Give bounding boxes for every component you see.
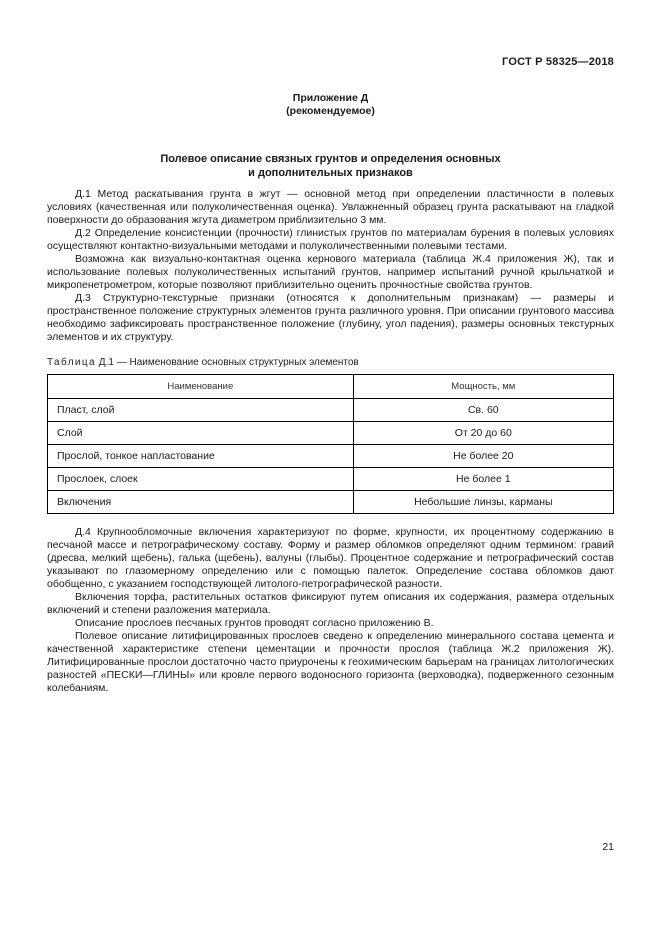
section-title [47, 152, 614, 180]
section-title-line-2: и дополнительных признаков [248, 167, 413, 179]
doc-code: ГОСТ Р 58325—2018 [502, 56, 614, 68]
paragraph-d2: Д.2 Определение консистенции (прочности) глинистых грунтов по материалам бурения в полевых условиях осуществляют контактно-визуальными методами и полуколичественными полевыми тестами. [47, 227, 614, 252]
paragraph-d2-continued: Возможна как визуально-контактная оценка кернового материала (таблица Ж.4 приложения Ж), так и использование полевых полуколичественных испытаний грунтов, например испытаний ручной крыльчаткой и микропенетрометром, которые позволяют приблизительно оценить прочностные свойства грунтов. [47, 253, 614, 291]
structural-elements-table [47, 374, 614, 514]
table-row [48, 399, 614, 422]
table-row [48, 445, 614, 468]
cell-name: Прослоек, слоек [48, 468, 354, 491]
cell-thickness: От 20 до 60 [353, 422, 613, 445]
column-header-thickness: Мощность, мм [353, 375, 613, 399]
table-header-row [48, 375, 614, 399]
cell-thickness: Не более 20 [353, 445, 613, 468]
cell-name: Пласт, слой [48, 399, 354, 422]
page-number: 21 [602, 841, 614, 853]
cell-thickness: Св. 60 [353, 399, 613, 422]
table-caption-text: Д.1 — Наименование основных структурных элементов [98, 357, 359, 368]
appendix-label: Приложение Д [292, 92, 369, 104]
table-row [48, 468, 614, 491]
cell-name: Включения [48, 491, 354, 514]
cell-name: Слой [48, 422, 354, 445]
table-caption-word: Таблица [47, 357, 97, 368]
body-before-table [47, 188, 614, 344]
paragraph-inclusions: Включения торфа, растительных остатков фиксируют путем описания их содержания, размера отдельных включений и степени разложения материала. [47, 591, 614, 616]
paragraph-d3: Д.3 Структурно-текстурные признаки (относятся к дополнительным признакам) — размеры и пространственное положение структурных элементов грунта различного уровня. При описании грунтового массива необходимо зафиксировать пространственное положение (глубину, угол падения), размеры основных текстурных элементов и их структуру. [47, 292, 614, 343]
section-title-line-1: Полевое описание связных грунтов и определения основных [160, 153, 501, 165]
paragraph-d4: Д.4 Крупнообломочные включения характеризуют по форме, крупности, их процентному содержанию в песчаной массе и петрографическому составу. Форму и размер обломков определяют одним термином: гравий (дресва, мелкий щебень), галька (щебень), валуны (глыбы). Процентное содержание и петрографический состав указывают по глазомерному определению или с помощью палеток. Определение состава обломков дают обобщенно, с указанием господствующей литолого-петрографической разности. [47, 526, 614, 590]
cell-thickness: Небольшие линзы, карманы [353, 491, 613, 514]
table-caption [47, 357, 614, 368]
table-row [48, 422, 614, 445]
cell-thickness: Не более 1 [353, 468, 613, 491]
paragraph-lithified: Полевое описание литифицированных прослоев сведено к определению минерального состава цемента и качественной характеристике степени цементации и прочности прослоя (таблица Ж.2 приложения Ж). Литифицированные прослои достаточно часто приурочены к геохимическим барьерам на границах литологических разностей «ПЕСКИ—ГЛИНЫ» или кровле первого водоносного горизонта (верховодка), подверженного сезонным колебаниям. [47, 630, 614, 694]
table-row [48, 491, 614, 514]
appendix-heading [47, 92, 614, 118]
paragraph-sand-layers: Описание прослоев песчаных грунтов проводят согласно приложению В. [75, 617, 434, 629]
paragraph-d1: Д.1 Метод раскатывания грунта в жгут — основной метод при определении пластичности в полевых условиях (качественная или полуколичественная оценка). Увлажненный образец грунта раскатывают на гладкой поверхности до образования жгута диаметром приблизительно 3 мм. [47, 188, 614, 226]
body-after-table [47, 526, 614, 695]
cell-name: Прослой, тонкое напластование [48, 445, 354, 468]
column-header-name: Наименование [48, 375, 354, 399]
appendix-type: (рекомендуемое) [286, 105, 375, 117]
